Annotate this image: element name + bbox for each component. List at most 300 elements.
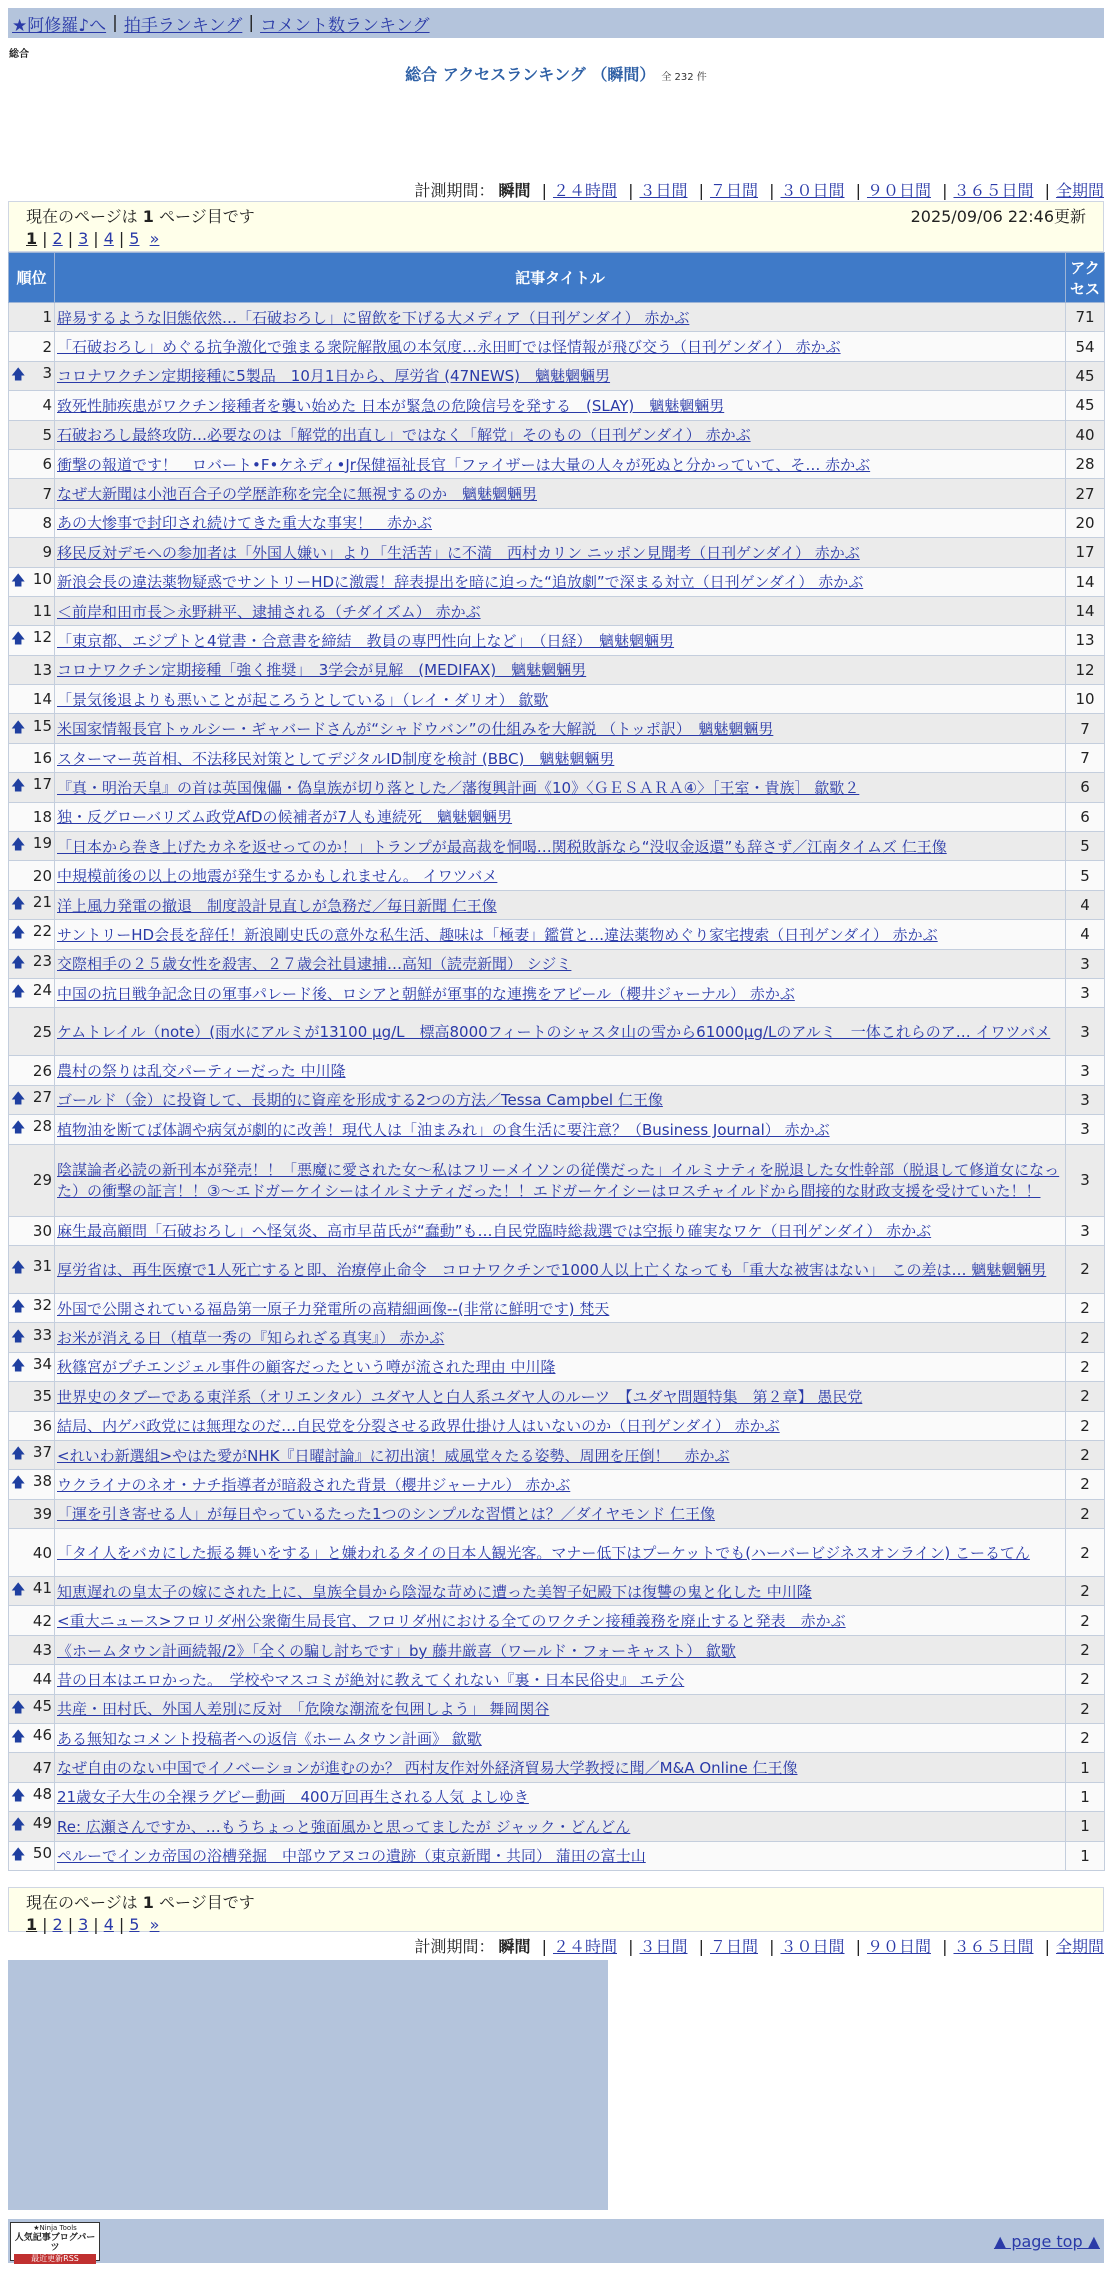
rank-number: 35: [32, 1387, 52, 1406]
table-row: [9, 1216, 1105, 1245]
rank-cell: [9, 685, 55, 714]
page-link-3[interactable]: 3: [78, 1915, 89, 1934]
article-link[interactable]: 21歳女子大生の全裸ラグビー動画 400万回再生される人気 よしゆき: [57, 1788, 529, 1807]
rank-cell: [9, 1382, 55, 1411]
title-cell: [55, 508, 1066, 537]
table-row: [9, 743, 1105, 772]
period-separator: |: [698, 181, 704, 200]
article-link[interactable]: なぜ大新聞は小池百合子の学歴詐称を完全に無視するのか 魑魅魍魎男: [57, 485, 538, 504]
article-link[interactable]: ウクライナのネオ・ナチ指導者が暗殺された背景（櫻井ジャーナル） 赤かぶ: [57, 1475, 571, 1494]
nav-separator: |: [248, 13, 255, 33]
article-link[interactable]: 植物油を断てば体調や病気が劇的に改善！現代人は「油まみれ」の食生活に要注意？（Business Journal） 赤かぶ: [57, 1120, 830, 1139]
period-separator: |: [698, 1937, 704, 1956]
article-link[interactable]: 麻生最高顧問「石破おろし」へ怪気炎、高市早苗氏が“蠢動”も…自民党臨時総裁選では空振り確実なワケ（日刊ゲンダイ） 赤かぶ: [57, 1222, 932, 1241]
col-header-rank: 順位: [9, 253, 55, 303]
rank-number: 12: [32, 628, 52, 647]
rank-cell: [9, 1812, 55, 1841]
title-cell: [55, 1056, 1066, 1085]
title-cell: [55, 1144, 1066, 1216]
access-count: 40: [1066, 420, 1105, 449]
access-count: 4: [1066, 890, 1105, 919]
access-count: 2: [1066, 1529, 1105, 1577]
page-link-5[interactable]: 5: [129, 229, 140, 248]
rank-up-arrow-icon: 🡅: [11, 1328, 26, 1345]
table-row: [9, 420, 1105, 449]
article-link[interactable]: 『真・明治天皇』の首は英国傀儡・偽皇族が切り落とした／藩復興計画《10》〈ＧＥＳＡＲＡ④〉［王室・貴族］ 歙歜２: [57, 778, 860, 797]
rank-cell: [9, 1293, 55, 1322]
rank-cell: [9, 596, 55, 625]
rank-cell: [9, 420, 55, 449]
title-cell: [55, 1115, 1066, 1144]
access-count: 3: [1066, 1115, 1105, 1144]
rank-cell: [9, 303, 55, 332]
rank-up-arrow-icon: 🡅: [11, 1120, 26, 1137]
rank-up-arrow-icon: 🡅: [11, 1729, 26, 1746]
access-count: 27: [1066, 479, 1105, 508]
article-link[interactable]: 厚労省は、再生医療で1人死亡すると即、治療停止命令 コロナワクチンで1000人以上亡くなっても「重大な被害はない」 この差は… 魑魅魍魎男: [57, 1260, 1047, 1279]
period-separator: |: [1044, 181, 1050, 200]
table-row: [9, 361, 1105, 390]
current-page-text: 現在のページは 1 ページ目です: [26, 1893, 255, 1912]
rank-cell: [9, 802, 55, 831]
rank-cell: [9, 1411, 55, 1440]
article-link[interactable]: 交際相手の２５歳女性を殺害、２７歳会社員逮捕…高知（読売新聞） シジミ: [57, 955, 572, 974]
period-link-365d[interactable]: ３６５日間: [953, 181, 1034, 200]
rank-number: 30: [32, 1221, 52, 1240]
table-row: [9, 303, 1105, 332]
access-count: 3: [1066, 1085, 1105, 1114]
rank-cell: [9, 1753, 55, 1782]
article-link[interactable]: 石破おろし最終攻防…必要なのは「解党的出直し」ではなく「解党」そのもの（日刊ゲンダイ） 赤かぶ: [57, 426, 751, 445]
access-count: 2: [1066, 1470, 1105, 1499]
rank-number: 11: [32, 602, 52, 621]
access-count: 4: [1066, 920, 1105, 949]
title-cell: [55, 1635, 1066, 1664]
table-row: [9, 1085, 1105, 1114]
table-row: [9, 1352, 1105, 1381]
rank-up-arrow-icon: 🡅: [11, 1846, 26, 1863]
period-separator: |: [942, 1937, 948, 1956]
rank-cell: [9, 1499, 55, 1528]
rank-number: 9: [42, 543, 52, 562]
title-cell: [55, 920, 1066, 949]
article-link[interactable]: 移民反対デモへの参加者は「外国人嫌い」より「生活苦」に不満 西村カリン ニッポン見聞考（日刊ゲンダイ） 赤かぶ: [57, 543, 860, 562]
rank-number: 44: [32, 1670, 52, 1689]
article-link[interactable]: 「運を引き寄せる人」が毎日やっているたった1つのシンプルな習慣とは？／ダイヤモンド 仁王像: [57, 1505, 716, 1524]
rank-up-arrow-icon: 🡅: [11, 1446, 26, 1463]
period-link-30d[interactable]: ３０日間: [780, 181, 845, 200]
access-count: 12: [1066, 655, 1105, 684]
period-link-90d[interactable]: ９０日間: [866, 1937, 931, 1956]
rank-number: 10: [32, 569, 52, 588]
rank-cell: [9, 508, 55, 537]
table-row: [9, 538, 1105, 567]
rank-cell: [9, 920, 55, 949]
title-cell: [55, 949, 1066, 978]
article-link[interactable]: 農村の祭りは乱交パーティーだった 中川隆: [57, 1062, 346, 1081]
rank-cell: [9, 626, 55, 655]
page-link-2[interactable]: 2: [52, 229, 63, 248]
pager-bottom: [8, 1887, 1104, 1932]
article-link[interactable]: 陰謀論者必読の新刊本が発売！！「悪魔に愛された女〜私はフリーメイソンの従僕だった」イルミナティを脱退した女性幹部（脱退して修道女になった）の衝撃の証言！！③〜エドガーケイシーはイルミナティだった！！エドガーケイシーはロスチャイルドから間接的な財政支援を受けていた！！: [57, 1161, 1060, 1201]
period-link-all[interactable]: 全期間: [1055, 181, 1104, 200]
rank-cell: [9, 1529, 55, 1577]
rank-cell: [9, 743, 55, 772]
article-link[interactable]: 「タイ人をバカにした振る舞いをする」と嫌われるタイの日本人観光客。マナー低下はプーケットでも(ハーバービジネスオンライン) こーるてん: [57, 1544, 1030, 1563]
article-link[interactable]: 米国家情報長官トゥルシー・ギャバードさんが“シャドウバン”の仕組みを大解説 （トッポ訳） 魑魅魍魎男: [57, 720, 774, 739]
rank-cell: [9, 1008, 55, 1056]
article-link[interactable]: あの大惨事で封印され続けてきた重大な事実！ 赤かぶ: [57, 514, 433, 533]
page-title: [0, 62, 1112, 85]
ranking-body: [9, 303, 1105, 1871]
top-nav: [8, 8, 1104, 38]
title-cell: [55, 303, 1066, 332]
rank-cell: [9, 890, 55, 919]
title-cell: [55, 1841, 1066, 1870]
title-cell: [55, 1753, 1066, 1782]
article-link[interactable]: コロナワクチン定期接種に5製品 10月1日から、厚労省 (47NEWS) 魑魅魍魎男: [57, 367, 611, 386]
page-link-current[interactable]: 1: [26, 1915, 38, 1934]
rank-up-arrow-icon: 🡅: [11, 1582, 26, 1599]
access-count: 2: [1066, 1323, 1105, 1352]
ad-placeholder: [8, 1960, 608, 2210]
period-link-3d[interactable]: ３日間: [639, 1937, 688, 1956]
table-row: [9, 802, 1105, 831]
rank-number: 6: [42, 455, 52, 474]
table-row: [9, 1115, 1105, 1144]
table-row: [9, 1635, 1105, 1664]
title-cell: [55, 1008, 1066, 1056]
table-row: [9, 1529, 1105, 1577]
rank-cell: [9, 567, 55, 596]
article-link[interactable]: Re: 広瀬さんですか、…もうちょっと強面風かと思ってましたが ジャック・どんどん: [57, 1817, 631, 1836]
table-row: [9, 1782, 1105, 1811]
title-cell: [55, 567, 1066, 596]
title-cell: [55, 596, 1066, 625]
access-count: 14: [1066, 596, 1105, 625]
article-link[interactable]: 中国の抗日戦争記念日の軍事パレード後、ロシアと朝鮮が軍事的な連携をアピール（櫻井ジャーナル） 赤かぶ: [57, 984, 795, 1003]
table-row: [9, 1841, 1105, 1870]
access-count: 2: [1066, 1440, 1105, 1469]
rank-cell: [9, 949, 55, 978]
article-link[interactable]: 「石破おろし」めぐる抗争激化で強まる衆院解散風の本気度…永田町では怪情報が飛び交う（日刊ゲンダイ） 赤かぶ: [57, 338, 841, 357]
article-link[interactable]: 「日本から巻き上げたカネを返せってのか！」トランプが最高裁を恫喝…関税敗訴なら“没収金返還”も辞さず／江南タイムズ 仁王像: [57, 837, 947, 856]
rank-cell: [9, 1470, 55, 1499]
table-row: [9, 1411, 1105, 1440]
rank-up-arrow-icon: 🡅: [11, 984, 26, 1001]
access-count: 2: [1066, 1352, 1105, 1381]
table-row: [9, 832, 1105, 861]
rank-number: 3: [42, 363, 52, 382]
total-count: 全 232 件: [661, 72, 707, 83]
page-link-next[interactable]: »: [149, 1915, 160, 1934]
footer-bar: [8, 2219, 1104, 2263]
page-link-4[interactable]: 4: [103, 229, 114, 248]
table-row: [9, 1606, 1105, 1635]
rank-number: 5: [42, 425, 52, 444]
article-link[interactable]: 新浪会長の違法薬物疑惑でサントリーHDに激震！辞表提出を暗に迫った“追放劇”で深まる対立（日刊ゲンダイ） 赤かぶ: [57, 573, 864, 592]
rank-cell: [9, 479, 55, 508]
article-link[interactable]: お米が消える日（植草一秀の『知られざる真実』） 赤かぶ: [57, 1329, 445, 1348]
updated-timestamp: 2025/09/06 22:46更新: [910, 207, 1086, 226]
current-page-text: 現在のページは 1 ページ目です: [26, 207, 255, 226]
article-link[interactable]: 衝撃の報道です！ ロバート•F•ケネディ•Jr保健福祉長官「ファイザーは大量の人々が死ぬと分かっていて、そ… 赤かぶ: [57, 455, 871, 474]
title-cell: [55, 714, 1066, 743]
article-link[interactable]: 共産・田村氏、外国人差別に反対 「危険な潮流を包囲しよう」 舞岡関谷: [57, 1700, 550, 1719]
period-label: 計測期間：: [414, 1937, 495, 1956]
table-row: [9, 508, 1105, 537]
rank-cell: [9, 1352, 55, 1381]
rank-number: 21: [32, 893, 52, 911]
article-link[interactable]: ケムトレイル（note）(雨水にアルミが13100 μg/L 標高8000フィートのシャスタ山の雪から61000μg/Lのアルミ 一体これらのア… イワツバメ: [57, 1023, 1051, 1042]
table-row: [9, 567, 1105, 596]
title-cell: [55, 890, 1066, 919]
table-row: [9, 655, 1105, 684]
rank-number: 46: [32, 1726, 52, 1745]
rank-up-arrow-icon: 🡅: [11, 954, 26, 971]
access-count: 2: [1066, 1665, 1105, 1694]
rank-up-arrow-icon: 🡅: [11, 1299, 26, 1316]
rank-number: 8: [42, 513, 52, 532]
title-cell: [55, 1352, 1066, 1381]
access-count: 1: [1066, 1841, 1105, 1870]
rank-number: 41: [32, 1579, 52, 1598]
rank-up-arrow-icon: 🡅: [11, 1357, 26, 1374]
rank-number: 42: [32, 1611, 52, 1630]
period-link-24h[interactable]: ２４時間: [552, 181, 617, 200]
access-count: 45: [1066, 391, 1105, 420]
access-count: 3: [1066, 978, 1105, 1007]
page-top-link[interactable]: ▲ page top ▲: [993, 2232, 1100, 2251]
period-separator: |: [541, 181, 547, 200]
period-separator: |: [628, 1937, 634, 1956]
article-link[interactable]: 昔の日本はエロかった。 学校やマスコミが絶対に教えてくれない『裏・日本民俗史』 エテ公: [57, 1670, 685, 1689]
title-cell: [55, 655, 1066, 684]
article-link[interactable]: 辟易するような旧態依然…「石破おろし」に留飲を下げる大メディア（日刊ゲンダイ） 赤かぶ: [57, 308, 690, 327]
period-link-7d[interactable]: ７日間: [709, 1937, 758, 1956]
rank-number: 1: [42, 308, 52, 327]
rank-up-arrow-icon: 🡅: [11, 366, 26, 383]
rank-number: 29: [32, 1171, 52, 1190]
rank-number: 4: [42, 396, 52, 415]
article-link[interactable]: 結局、内ゲバ政党には無理なのだ…自民党を分裂させる政界仕掛け人はいないのか（日刊ゲンダイ） 赤かぶ: [57, 1417, 780, 1436]
access-count: 3: [1066, 949, 1105, 978]
rank-cell: [9, 1440, 55, 1469]
table-row: [9, 1245, 1105, 1293]
rank-cell: [9, 1724, 55, 1753]
access-count: 2: [1066, 1577, 1105, 1606]
ranking-table: [8, 252, 1105, 1871]
table-row: [9, 1499, 1105, 1528]
access-count: 5: [1066, 861, 1105, 890]
period-link-24h[interactable]: ２４時間: [552, 1937, 617, 1956]
title-cell: [55, 479, 1066, 508]
period-link-all[interactable]: 全期間: [1055, 1937, 1104, 1956]
rank-number: 32: [32, 1296, 52, 1315]
rank-cell: [9, 1841, 55, 1870]
page-link-4[interactable]: 4: [103, 1915, 114, 1934]
title-cell: [55, 1606, 1066, 1635]
rank-number: 2: [42, 337, 52, 356]
access-count: 2: [1066, 1724, 1105, 1753]
page-links: 1 | 2 | 3 | 4 | 5 »: [26, 229, 160, 248]
article-link[interactable]: <れいわ新選組>やはた愛がNHK『日曜討論』に初出演！威風堂々たる姿勢、周囲を圧倒！ 赤かぶ: [57, 1446, 730, 1465]
title-cell: [55, 1440, 1066, 1469]
access-count: 71: [1066, 303, 1105, 332]
access-count: 7: [1066, 714, 1105, 743]
rank-number: 43: [32, 1641, 52, 1660]
rank-up-arrow-icon: 🡅: [11, 837, 26, 854]
period-separator: |: [769, 181, 775, 200]
rank-number: 47: [32, 1758, 52, 1777]
rank-number: 16: [32, 749, 52, 768]
article-link[interactable]: 世界史のタブーである東洋系（オリエンタル）ユダヤ人と白人系ユダヤ人のルーツ 【ユダヤ問題特集 第２章】 愚民党: [57, 1387, 863, 1406]
nav-applause-ranking-link[interactable]: 拍手ランキング: [123, 15, 243, 36]
period-separator: |: [628, 181, 634, 200]
rank-up-arrow-icon: 🡅: [11, 1699, 26, 1716]
period-link-30d[interactable]: ３０日間: [780, 1937, 845, 1956]
rank-number: 22: [32, 922, 52, 941]
category-label: 総合: [9, 49, 29, 60]
page-link-current[interactable]: 1: [26, 229, 38, 248]
rank-cell: [9, 861, 55, 890]
title-cell: [55, 420, 1066, 449]
article-link[interactable]: 独・反グローバリズム政党AfDの候補者が7人も連続死 魑魅魍魎男: [57, 808, 513, 827]
rank-cell: [9, 1245, 55, 1293]
rank-cell: [9, 1323, 55, 1352]
rank-number: 17: [32, 775, 52, 794]
article-link[interactable]: なぜ自由のない中国でイノベーションが進むのか？ 西村友作対外経済貿易大学教授に聞／M&A Online 仁王像: [57, 1759, 798, 1778]
title-cell: [55, 449, 1066, 478]
article-link[interactable]: ある無知なコメント投稿者への返信《ホームタウン計画》 歙歜: [57, 1729, 482, 1748]
col-header-title: 記事タイトル: [55, 253, 1066, 303]
title-cell: [55, 1724, 1066, 1753]
access-count: 2: [1066, 1245, 1105, 1293]
rank-up-arrow-icon: 🡅: [11, 896, 26, 912]
rank-number: 48: [32, 1784, 52, 1803]
article-link[interactable]: ゴールド（金）に投資して、長期的に資産を形成する2つの方法／Tessa Campbel 仁王像: [57, 1091, 663, 1110]
rank-up-arrow-icon: 🡅: [11, 1787, 26, 1804]
rank-cell: [9, 1665, 55, 1694]
table-row: [9, 332, 1105, 361]
period-separator: |: [855, 1937, 861, 1956]
page-link-3[interactable]: 3: [78, 229, 89, 248]
article-link[interactable]: 知恵遅れの皇太子の嫁にされた上に、皇族全員から陰湿な苛めに遭った美智子妃殿下は復讐の鬼と化した 中川隆: [57, 1582, 812, 1601]
article-link[interactable]: 秋篠宮がプチエンジェル事件の顧客だったという噂が流された理由 中川隆: [57, 1358, 556, 1377]
table-row: [9, 949, 1105, 978]
rank-cell: [9, 1606, 55, 1635]
title-cell: [55, 1245, 1066, 1293]
article-link[interactable]: 洋上風力発電の撤退 制度設計見直しが急務だ／毎日新聞 仁王像: [57, 896, 497, 915]
access-count: 3: [1066, 1144, 1105, 1216]
article-link[interactable]: 致死性肺疾患がワクチン接種者を襲い始めた 日本が緊急の危険信号を発する (SLAY) 魑魅魍魎男: [57, 396, 725, 415]
rank-cell: [9, 1577, 55, 1606]
title-cell: [55, 361, 1066, 390]
rank-cell: [9, 1635, 55, 1664]
period-link-365d[interactable]: ３６５日間: [953, 1937, 1034, 1956]
title-cell: [55, 1323, 1066, 1352]
rank-number: 14: [32, 690, 52, 709]
article-link[interactable]: 中規模前後の以上の地震が発生するかもしれません。 イワツバメ: [57, 867, 498, 886]
rank-number: 27: [32, 1087, 52, 1106]
access-count: 3: [1066, 1008, 1105, 1056]
access-count: 1: [1066, 1782, 1105, 1811]
rank-cell: [9, 1216, 55, 1245]
title-cell: [55, 1812, 1066, 1841]
article-link[interactable]: <重大ニュース>フロリダ州公衆衛生局長官、フロリダ州における全てのワクチン接種義務を廃止すると発表 赤かぶ: [57, 1612, 846, 1631]
table-row: [9, 1293, 1105, 1322]
title-cell: [55, 685, 1066, 714]
rank-cell: [9, 1694, 55, 1723]
article-link[interactable]: 外国で公開されている福島第一原子力発電所の高精細画像--(非常に鮮明です) 梵天: [57, 1299, 610, 1318]
nav-home-link[interactable]: ★阿修羅♪へ: [12, 15, 107, 36]
nav-comment-ranking-link[interactable]: コメント数ランキング: [260, 15, 430, 36]
rank-number: 13: [32, 660, 52, 679]
table-row: [9, 391, 1105, 420]
rank-cell: [9, 832, 55, 861]
ninja-tools-logo[interactable]: ★Ninja Tools 人気記事ブログパーツ 最近更新RSS: [10, 2222, 100, 2261]
rank-number: 15: [32, 716, 52, 735]
access-count: 28: [1066, 449, 1105, 478]
col-header-access: アクセス: [1066, 253, 1105, 303]
access-count: 7: [1066, 743, 1105, 772]
access-count: 1: [1066, 1812, 1105, 1841]
page-link-next[interactable]: »: [149, 229, 160, 248]
access-count: 20: [1066, 508, 1105, 537]
rank-up-arrow-icon: 🡅: [11, 1260, 26, 1277]
rank-cell: [9, 538, 55, 567]
rank-cell: [9, 655, 55, 684]
title-cell: [55, 1694, 1066, 1723]
article-link[interactable]: サントリーHD会長を辞任！新浪剛史氏の意外な私生活、趣味は「極妻」鑑賞と…違法薬物めぐり家宅捜索（日刊ゲンダイ） 赤かぶ: [57, 925, 938, 944]
access-count: 2: [1066, 1411, 1105, 1440]
table-row: [9, 714, 1105, 743]
access-count: 2: [1066, 1293, 1105, 1322]
title-cell: [55, 1470, 1066, 1499]
access-count: 2: [1066, 1694, 1105, 1723]
access-count: 2: [1066, 1635, 1105, 1664]
access-count: 6: [1066, 773, 1105, 802]
title-cell: [55, 802, 1066, 831]
article-link[interactable]: ペルーでインカ帝国の浴槽発掘 中部ウアヌコの遺跡（東京新聞・共同） 蒲田の富士山: [57, 1847, 646, 1866]
article-link[interactable]: 《ホームタウン計画続報/2》「全くの騙し討ちです」by 藤井厳喜（ワールド・フォーキャスト） 歙歜: [57, 1641, 736, 1660]
table-row: [9, 861, 1105, 890]
page-link-5[interactable]: 5: [129, 1915, 140, 1934]
period-selector-bottom: [414, 1934, 1104, 1957]
table-row: [9, 1812, 1105, 1841]
article-link[interactable]: 「景気後退よりも悪いことが起ころうとしている」（レイ・ダリオ） 歙歜: [57, 690, 549, 709]
table-row: [9, 890, 1105, 919]
article-link[interactable]: 「東京都、エジプトと4覚書・合意書を締結 教員の専門性向上など」 （日経） 魑魅魍魎男: [57, 631, 675, 650]
title-cell: [55, 978, 1066, 1007]
period-link-90d[interactable]: ９０日間: [866, 181, 931, 200]
table-row: [9, 920, 1105, 949]
title-cell: [55, 1577, 1066, 1606]
article-link[interactable]: スターマー英首相、不法移民対策としてデジタルID制度を検討 (BBC) 魑魅魍魎男: [57, 749, 615, 768]
page-link-2[interactable]: 2: [52, 1915, 63, 1934]
table-row: [9, 1382, 1105, 1411]
rank-number: 18: [32, 807, 52, 826]
article-link[interactable]: コロナワクチン定期接種「強く推奨」 3学会が見解 (MEDIFAX) 魑魅魍魎男: [57, 661, 587, 680]
rank-number: 49: [32, 1814, 52, 1833]
article-link[interactable]: ＜前岸和田市長＞永野耕平、逮捕される（チダイズム） 赤かぶ: [57, 602, 481, 621]
period-link-3d[interactable]: ３日間: [639, 181, 688, 200]
rank-up-arrow-icon: 🡅: [11, 1475, 26, 1492]
rank-cell: [9, 1782, 55, 1811]
period-link-7d[interactable]: ７日間: [709, 181, 758, 200]
table-row: [9, 449, 1105, 478]
access-count: 2: [1066, 1499, 1105, 1528]
